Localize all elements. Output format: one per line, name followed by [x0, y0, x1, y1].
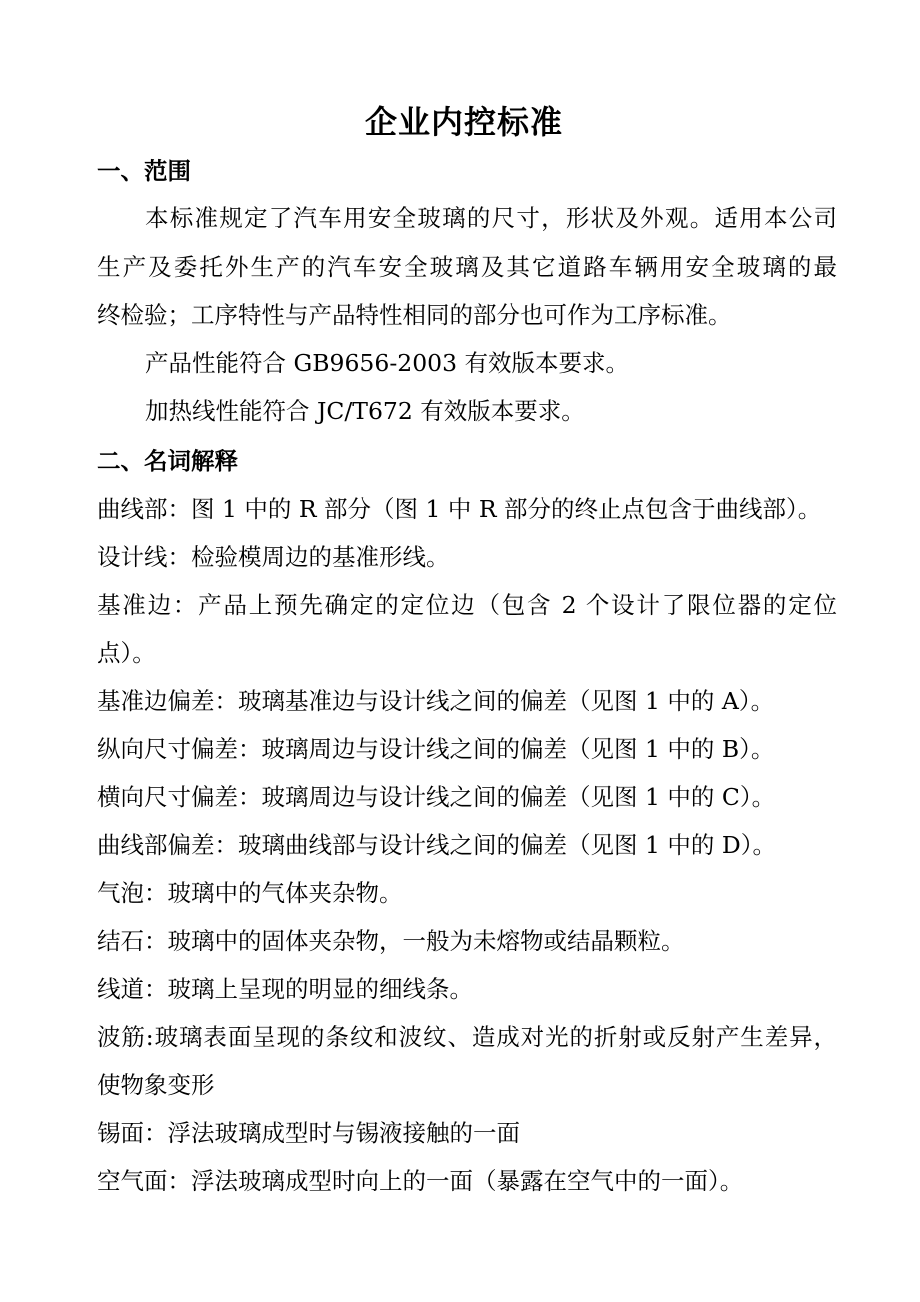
definition-line: 使物象变形	[97, 1071, 215, 1099]
section-heading-scope: 一、范围	[97, 157, 191, 185]
paragraph-line: 生产及委托外生产的汽车安全玻璃及其它道路车辆用安全玻璃的最	[97, 253, 837, 281]
paragraph-line: 终检验；工序特性与产品特性相同的部分也可作为工序标准。	[97, 301, 732, 329]
definition-line: 空气面：浮法玻璃成型时向上的一面（暴露在空气中的一面）。	[97, 1167, 744, 1195]
definition-line: 纵向尺寸偏差：玻璃周边与设计线之间的偏差（见图 1 中的 B）。	[97, 735, 775, 763]
definition-line: 横向尺寸偏差：玻璃周边与设计线之间的偏差（见图 1 中的 C）。	[97, 783, 776, 811]
paragraph-line: 本标准规定了汽车用安全玻璃的尺寸，形状及外观。适用本公司	[145, 204, 837, 232]
definition-line: 曲线部：图 1 中的 R 部分（图 1 中 R 部分的终止点包含于曲线部）。	[97, 495, 822, 523]
definition-line: 锡面：浮法玻璃成型时与锡液接触的一面	[97, 1119, 520, 1147]
definition-line: 结石：玻璃中的固体夹杂物，一般为未熔物或结晶颗粒。	[97, 927, 685, 955]
definition-line: 曲线部偏差：玻璃曲线部与设计线之间的偏差（见图 1 中的 D）。	[97, 831, 776, 859]
paragraph-line: 产品性能符合 GB9656-2003 有效版本要求。	[145, 349, 630, 377]
definition-line: 气泡：玻璃中的气体夹杂物。	[97, 879, 403, 907]
paragraph-line: 加热线性能符合 JC/T672 有效版本要求。	[145, 397, 585, 425]
definition-line: 线道：玻璃上呈现的明显的细线条。	[97, 975, 473, 1003]
definition-line: 波筋:玻璃表面呈现的条纹和波纹、造成对光的折射或反射产生差异，	[97, 1023, 837, 1051]
definition-line: 点）。	[97, 639, 156, 667]
document-title: 企业内控标准	[364, 103, 563, 141]
section-heading-definitions: 二、名词解释	[97, 447, 238, 475]
definition-line: 基准边偏差：玻璃基准边与设计线之间的偏差（见图 1 中的 A）。	[97, 687, 775, 715]
definition-line: 设计线：检验模周边的基准形线。	[97, 543, 450, 571]
definition-line: 基准边：产品上预先确定的定位边（包含 2 个设计了限位器的定位	[97, 591, 837, 619]
